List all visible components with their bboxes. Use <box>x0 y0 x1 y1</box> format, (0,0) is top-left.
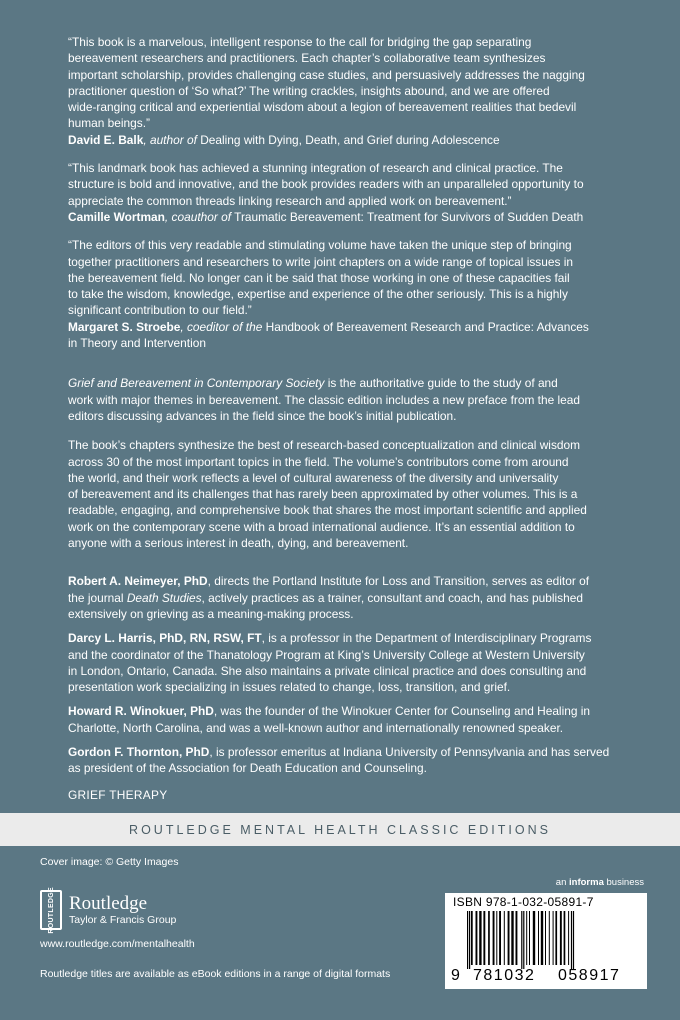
book-title: Grief and Bereavement in Contemporary Society <box>68 376 325 391</box>
description-line: across 30 of the most important topics in the field. The volume’s contributors come from around <box>68 454 569 469</box>
quote-line: the bereavement field. No longer can it be said that those working in one of these capacities fail <box>68 270 570 285</box>
quote-line: “This book is a marvelous, intelligent response to the call for bridging the gap separating <box>68 35 532 49</box>
editor-name: Gordon F. Thornton, PhD <box>68 744 210 759</box>
description-line: work with major themes in bereavement. The classic edition includes a new preface from the lead <box>68 392 580 407</box>
bio-line: and the coordinator of the Thanatology Program at King’s University College at Western University <box>68 647 585 662</box>
description-paragraph <box>68 375 628 424</box>
subject-category: GRIEF THERAPY <box>68 787 168 802</box>
description-line: readable, engaging, and comprehensive book that shares the most important scientific and applied <box>68 503 587 518</box>
quote-line: structure is bold and innovative, and the book provides readers with an unparalleled opportunity to <box>68 177 584 192</box>
isbn-barcode <box>445 893 647 989</box>
endorser-name: Camille Wortman <box>68 209 165 224</box>
journal-title: Death Studies <box>126 590 202 605</box>
routledge-logo <box>40 886 420 934</box>
publisher-group: Taylor & Francis Group <box>69 913 177 926</box>
informa-business-label: an informa business <box>555 877 644 888</box>
series-banner <box>0 813 680 846</box>
endorser-work: Handbook of Bereavement Research and Practice: Advances <box>262 319 589 334</box>
barcode-bars <box>453 911 639 969</box>
description-line: The book’s chapters synthesize the best of research-based conceptualization and clinical wisdom <box>68 438 581 453</box>
description-line: work on the contemporary scene with a broad international audience. It’s an essential addition to <box>68 519 575 534</box>
editor-bio <box>68 744 628 777</box>
bio-line: the journal Death Studies, actively practices as a trainer, consultant and coach, and has published <box>68 590 583 605</box>
endorser-name: Margaret S. Stroebe <box>68 319 181 334</box>
ebook-note: Routledge titles are available as eBook editions in a range of digital formats <box>40 968 391 980</box>
quote-line: “The editors of this very readable and stimulating volume have taken the unique step of bringing <box>68 238 572 253</box>
endorsement-quote <box>68 237 628 351</box>
bio-line: in London, Ontario, Canada. She also maintains a private clinical practice and does consulting and <box>68 663 587 678</box>
bio-line: Charlotte, North Carolina, and was a well-known author and internationally renowned speaker. <box>68 720 564 735</box>
bio-line: Darcy L. Harris, PhD, RN, RSW, FT, is a professor in the Department of Interdisciplinary Programs <box>68 631 592 646</box>
editor-bio <box>68 703 628 736</box>
isbn-label: ISBN 978-1-032-05891-7 <box>453 895 594 909</box>
endorser-role: , author of <box>143 132 197 147</box>
editor-name: Howard R. Winokuer, PhD <box>68 704 214 719</box>
quote-line: “This landmark book has achieved a stunning integration of research and clinical practice. The <box>68 161 563 176</box>
quote-line: practitioner question of ‘So what?’ The writing crackles, insights abound, and we are offered <box>68 83 550 98</box>
editor-name: Robert A. Neimeyer, PhD <box>68 574 208 589</box>
editor-name: Darcy L. Harris, PhD, RN, RSW, FT <box>68 631 262 646</box>
quote-line: significant contribution to our field.” <box>68 303 252 318</box>
endorser-role: , coeditor of the <box>180 319 263 334</box>
barcode-digits-right: 058917 <box>558 967 621 984</box>
description-paragraph <box>68 437 628 551</box>
bio-line: extensively on grieving as a meaning-making process. <box>68 606 354 621</box>
description-line: editors discussing advances in the field since the book’s initial publication. <box>68 408 457 423</box>
endorser-work: Traumatic Bereavement: Treatment for Survivors of Sudden Death <box>231 209 584 224</box>
endorser-role: , coauthor of <box>164 209 232 224</box>
publisher-name: Routledge <box>69 892 148 914</box>
bio-line: Gordon F. Thornton, PhD, is professor emeritus at Indiana University of Pennsylvania and has served <box>68 744 610 759</box>
quote-attribution <box>68 132 628 148</box>
endorsement-quote <box>68 160 628 225</box>
editor-bio <box>68 630 628 695</box>
quote-line: wide-ranging critical and experiential wisdom about a legion of bereavement realities that bedevil <box>68 100 577 115</box>
quote-line: bereavement researchers and practitioners. Each chapter’s collaborative team synthesizes <box>68 51 546 66</box>
endorser-name: David E. Balk <box>68 132 144 147</box>
bio-line: as president of the Association for Death Education and Counseling. <box>68 761 427 776</box>
editor-bio <box>68 573 628 622</box>
bio-line: Howard R. Winokuer, PhD, was the founder of the Winokuer Center for Counseling and Healing in <box>68 704 590 719</box>
quote-line: appreciate the common threads linking research and applied work on bereavement.” <box>68 193 512 208</box>
description-line: Grief and Bereavement in Contemporary Society is the authoritative guide to the study of and <box>68 376 558 391</box>
barcode-digits-left: 781032 <box>473 967 536 984</box>
quote-attribution <box>68 319 628 335</box>
quote-line: important scholarship, provides challenging case studies, and persuasively addresses the nagging <box>68 67 585 82</box>
quote-attribution <box>68 209 628 225</box>
quote-line: human beings.” <box>68 116 150 131</box>
bio-line: Robert A. Neimeyer, PhD, directs the Portland Institute for Loss and Transition, serves as editor of <box>68 574 590 589</box>
barcode-digit-first: 9 <box>451 967 462 984</box>
endorser-work-continued: in Theory and Intervention <box>68 336 206 351</box>
publisher-footer <box>40 856 420 980</box>
endorsement-quote <box>68 34 628 148</box>
routledge-logo-icon: ROUTLEDGE <box>40 890 62 930</box>
cover-credit: Cover image: © Getty Images <box>40 856 179 868</box>
endorser-work: Dealing with Dying, Death, and Grief during Adolescence <box>196 132 500 147</box>
publisher-website[interactable]: www.routledge.com/mentalhealth <box>40 938 195 950</box>
back-cover-text <box>68 34 628 803</box>
description-line: the world, and their work reflects a level of cultural awareness of the diversity and universality <box>68 470 559 485</box>
description-line: of bereavement and its challenges that has rarely been approximated by other volumes. This is a <box>68 487 578 502</box>
bio-line: presentation work specializing in issues related to change, loss, transition, and grief. <box>68 680 511 695</box>
description-line: anyone with a serious interest in death, dying, and bereavement. <box>68 536 409 551</box>
quote-line: together practitioners and researchers to write joint chapters on a wide range of topical issues in <box>68 254 573 269</box>
quote-line: to take the wisdom, knowledge, expertise and experience of the other seriously. This is a highly <box>68 287 568 302</box>
series-title: ROUTLEDGE MENTAL HEALTH CLASSIC EDITIONS <box>129 822 551 837</box>
